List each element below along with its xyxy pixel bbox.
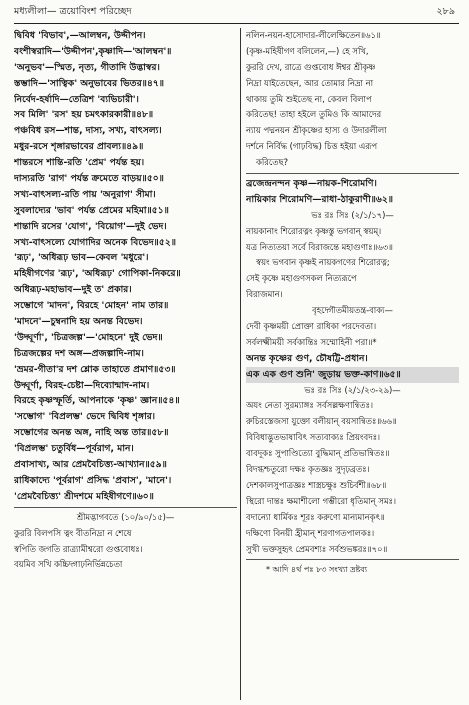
text-line: নলিন-নয়ন-হাসোদার-লীলেক্ষিতেন॥৬১॥	[246, 30, 381, 40]
text-line: নিদ্রা যাইতেছেন, আর তোমার নিদ্রা না	[246, 77, 374, 88]
verse-line: 'ভ্রমর-গীতা'র দশ শ্লোক তাহাতে প্রমাণ॥৫৩॥	[14, 363, 176, 375]
text-line: স্থিরো দান্তঃ ক্ষমাশীলো গম্ভীরো ধৃতিমান্ সমঃ।	[246, 495, 396, 506]
verse-line: দাস্যরতি 'রাগ' পর্যন্ত ক্রমেতে বাড়য়॥৫০॥	[14, 173, 164, 185]
verse-line: শান্তাদি রসের 'যোগ', 'বিয়োগ'—দুই ভেদ।	[14, 220, 167, 232]
verse-line: শান্তরসে শান্তি-রতি 'প্রেম' পর্যন্ত হয়।	[14, 157, 145, 169]
text-line: করিতেছ?	[256, 157, 289, 168]
text-line: দর্শনে নির্বিদ্ধ (গাঢ়বিদ্ধ) চিত্ত হইয়া এরূপ	[246, 141, 378, 152]
text-line: শ্রীমদ্ভাগবতে (১০/৯০/১৫)—	[76, 511, 175, 522]
verse-line: সুবলাদ্যের 'ভাব' পর্যন্ত প্রেমের মহিমা॥৫১॥	[14, 204, 169, 216]
verse-line: চিত্রজল্পের দশ অঙ্গ—প্রজল্পাদি-নাম।	[14, 347, 144, 359]
text-line: কুররি বিলপসি ত্বং বীতনিদ্রা ন শেষে	[14, 527, 132, 538]
left-column	[14, 28, 240, 700]
verse-line: সব মিলি' 'রস' হয় চমৎকারকারী॥৪৮॥	[14, 109, 154, 121]
text-line: বিরাজমান।	[246, 289, 283, 300]
footnote-rule	[246, 559, 459, 560]
text-line: অযং নেতা সুরম্যাঙ্গঃ সর্বসল্লক্ষণান্বিতঃ।	[246, 400, 373, 411]
verse-line: বংশীস্বরাদি—'উদ্দীপন',কৃষ্ণাদি—'আলম্বন'॥	[14, 45, 172, 57]
verse-line: মধুর-রসে শৃঙ্গারভাবের প্রাবল্য॥৪৯॥	[14, 141, 144, 153]
verse-line: প্রবাসাখ্য, আর প্রেমবৈচিত্ত্য-আখ্যান॥৫৯॥	[14, 459, 167, 471]
text-line: সর্বলক্ষ্মীময়ী সর্বকান্তিঃ সম্মোহিনী পরা॥*	[246, 336, 377, 347]
verse-line: অনন্ত কৃষ্ণের গুণ, চৌষট্টি-প্রধান।	[246, 352, 368, 364]
verse-line: স্তম্ভাদি—'সাত্বিক' অনুভাবের ভিতর॥৪৭॥	[14, 77, 165, 89]
verse-line: 'সম্ভোগ' 'বিপ্রলম্ভ' ভেদে দ্বিবিধ শৃঙ্গার।	[14, 411, 156, 423]
text-line: স্বপিতি জগতি রাত্র্যামীশ্বরো গুপ্তবোধঃ।	[14, 543, 143, 554]
footnote: * আদি ৪র্থ পঃ ৮৩ সংখ্যা দ্রষ্টব্য	[266, 565, 368, 575]
text-line: থাকায় তুমি শুইতেছ না, কেবল বিলাপ	[246, 93, 372, 104]
verse-line: দ্বিবিধ 'বিভাব',—আলম্বন, উদ্দীপন।	[14, 30, 146, 41]
running-title: মধ্যলীলা— ত্রয়োবিংশ পরিচ্ছেদ	[14, 6, 132, 17]
text-line: বাবদূকঃ সুপাণ্ডিত্যো বুদ্ধিমান্ প্রতিভান্বিতঃ॥	[246, 448, 390, 459]
text-line: ন্যায় পদ্মনয়ন শ্রীকৃষ্ণের হাস্য ও উদারলীলা	[246, 125, 387, 136]
text-line: বিবিধাদ্ভুতভাষাবিৎ সত্যবাক্যঃ প্রিয়ংবদঃ।	[246, 432, 381, 443]
verse-line: মহিষীগণের 'রূঢ়', 'অধিরূঢ়' গোপিকা-নিকরে॥	[14, 268, 181, 280]
text-line: (কৃষ্ণ-মহিষীগণ বলিলেন,—) হে সখি,	[246, 45, 369, 56]
section-rule	[246, 173, 459, 174]
verse-line: সম্ভোগে 'মাদন', বিরহে 'মোহন' নাম তার॥	[14, 300, 169, 312]
page-header	[14, 6, 459, 24]
two-column-body	[14, 28, 459, 700]
text-line: দেবী কৃষ্ণময়ী প্রোক্তা রাধিকা পরদেবতা।	[246, 321, 377, 332]
text-line: ভঃ রঃ সিঃ (২/১/১৭)—	[311, 209, 394, 220]
text-line: কুররি দেখ, রাত্রে গুপ্তবোধ ঈশ্বর শ্রীকৃষ্ণ	[246, 61, 376, 72]
text-line: সুখী ভক্তসুহৃৎ প্রেমবশ্যঃ সর্বশুভঙ্করঃ॥৭০॥	[246, 543, 388, 554]
text-line: বয়মিব সখি কচ্চিদ্গাঢ়নির্ভিন্নচেতা	[14, 559, 123, 570]
verse-line: নায়িকার শিরোমণি—রাধা-ঠাকুরাণী॥৬২॥	[246, 193, 394, 205]
verse-line: বিরহে কৃষ্ণস্ফূর্তি, আপনাকে 'কৃষ্ণ' জ্ঞান॥৫৪॥	[14, 395, 180, 407]
verse-line: 'উদ্ঘূর্ণা', 'চিত্রজল্প'—'মোহনে' দুই ভেদ॥	[14, 331, 163, 343]
text-line: বৃহদ্গৌতমীয়তন্ত্র-বাক্য—	[312, 305, 393, 316]
text-line: ভঃ রঃ সিঃ (২/১/২৩-২৯)—	[304, 384, 401, 395]
verse-line: রাধিকাদ্যে 'পূর্বরাগ' প্রসিদ্ধ 'প্রবাস', 'মানে'।	[14, 474, 172, 486]
text-line: দক্ষিণো বিনয়ী হ্রীমান্ শরণাগতপালকঃ।	[246, 527, 375, 538]
verse-line: 'বিপ্রলম্ভ' চতুর্বিধ—পূর্বরাগ, মান।	[14, 443, 134, 455]
verse-line: 'অনুভব'—স্মিত, নৃত্য, গীতাদি উদ্ভাস্বর।	[14, 61, 160, 73]
section-rule	[14, 507, 237, 508]
text-line: দেশকালসুপাত্রজ্ঞঃ শাস্ত্রচক্ষুঃ শুচির্বশী॥৬৮॥	[246, 479, 387, 490]
verse-line: অধিরূঢ়-মহাভাব—দুই ত' প্রকার।	[14, 284, 132, 296]
verse-line: সম্ভোগের অনন্ত অঙ্গ, নাহি অন্ত তার॥৫৮॥	[14, 427, 169, 439]
verse-line: 'মাদনে'—চুম্বনাদি হয় অনন্ত বিভেদ।	[14, 316, 143, 328]
right-column	[241, 28, 459, 700]
page-number: ২৮৯	[436, 6, 455, 17]
text-line: করিতেছ! তাহা হইলে তুমিও কি আমাদের	[246, 109, 382, 120]
verse-line: 'রূঢ়', 'অধিরূঢ় ভাব—কেবল 'মধুরে'।	[14, 252, 149, 264]
verse-line: পঞ্চবিধ রস—শান্ত, দাস্য, সখ্য, বাৎসল্য।	[14, 125, 162, 137]
verse-line: সখ্য-বাৎসল্যে যোগাদির অনেক বিভেদ॥৫২॥	[14, 236, 177, 248]
text-line: বিদগ্ধশ্চতুরো দক্ষঃ কৃতজ্ঞঃ সুদৃঢ়ব্রতঃ।	[246, 464, 370, 475]
text-line: স্বয়ং ভগবান কৃষ্ণই নায়কগণের শিরোরত্ন;	[256, 257, 390, 268]
verse-line: উদ্ঘূর্ণা, বিরহ-চেষ্টা—দিব্যোন্মাদ-নাম।	[14, 379, 150, 391]
text-line: রুচিরস্তেজসা যুক্তো বলীয়ান্ বয়সান্বিতঃ॥৬৬॥	[246, 416, 397, 427]
verse-line: এক এক গুণ শুনি' জুড়ায় ভক্ত-কাণ॥৬৫॥	[246, 367, 459, 383]
text-line: বদান্যো ধার্মিকঃ শূরঃ করুণো মান্যমানকৃৎ॥	[246, 511, 385, 522]
text-line: সেই কৃষ্ণে মহাগুণসকল নিত্যরূপে	[246, 273, 357, 284]
text-line: নায়কানাং শিরোরত্নং কৃষ্ণস্তু ভগবান্ স্বয়ম্।	[246, 225, 382, 236]
verse-line: নির্বেদ-হর্ষাদি—তেত্রিশ 'ব্যভিচারী'।	[14, 93, 139, 105]
verse-line: ব্রজেন্দ্রনন্দন কৃষ্ণ—নায়ক-শিরোমণি।	[246, 178, 377, 190]
verse-line: 'প্রেমবৈচিত্ত্য' শ্রীদশমে মহিষীগণে॥৬০॥	[14, 490, 154, 502]
text-line: যত্র নিত্যতয়া সর্বে বিরাজন্তে মহাগুণাঃ॥৬৩॥	[246, 241, 393, 252]
verse-line: সখ্য-বাৎসল্য-রতি পায় 'অনুরাগ' সীমা।	[14, 188, 156, 200]
